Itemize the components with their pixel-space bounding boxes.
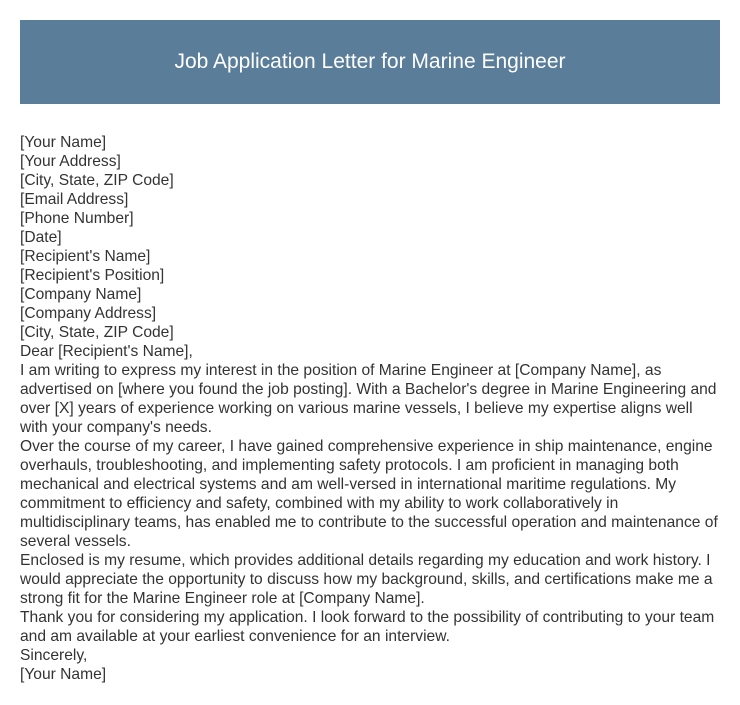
recipient-company: [Company Name]: [20, 286, 142, 303]
recipient-city-state-zip: [City, State, ZIP Code]: [20, 324, 174, 341]
sender-address: [Your Address]: [20, 153, 121, 170]
salutation: Dear [Recipient's Name],: [20, 343, 193, 360]
sender-email: [Email Address]: [20, 191, 129, 208]
sender-phone: [Phone Number]: [20, 210, 134, 227]
paragraph-enclosure: Enclosed is my resume, which provides additional details regarding my education and work history. I would appreciate the opportunity to discuss how my background, skills, and certifications make me a strong fit for the Marine Engineer role at [Company Name].: [20, 552, 713, 607]
sender-name: [Your Name]: [20, 134, 107, 151]
paragraph-thanks: Thank you for considering my application. I look forward to the possibility of contributing to your team and am available at your earliest convenience for an interview.: [20, 609, 715, 645]
recipient-name: [Recipient's Name]: [20, 248, 151, 265]
paragraph-intro: I am writing to express my interest in the position of Marine Engineer at [Company Name], as advertised on [where you found the job posting]. With a Bachelor's degree in Marine Engineering and over [X] years of experience working on various marine vessels, I believe my expertise aligns well with your company's needs.: [20, 362, 717, 436]
closing: Sincerely,: [20, 647, 88, 664]
paragraph-experience: Over the course of my career, I have gained comprehensive experience in ship maintenance, engine overhauls, troubleshooting, and implementing safety protocols. I am proficient in managing both mechanical and electrical systems and am well-versed in international maritime regulations. My commitment to efficiency and safety, combined with my ability to work collaboratively in multidisciplinary teams, has enabled me to contribute to the successful operation and maintenance of several vessels.: [20, 438, 718, 550]
recipient-company-address: [Company Address]: [20, 305, 157, 322]
recipient-position: [Recipient's Position]: [20, 267, 165, 284]
letter-date: [Date]: [20, 229, 62, 246]
title-banner: [20, 20, 720, 104]
signature: [Your Name]: [20, 666, 107, 683]
page-title: Job Application Letter for Marine Engineer: [174, 50, 566, 73]
letter-body: [20, 133, 724, 684]
sender-city-state-zip: [City, State, ZIP Code]: [20, 172, 174, 189]
